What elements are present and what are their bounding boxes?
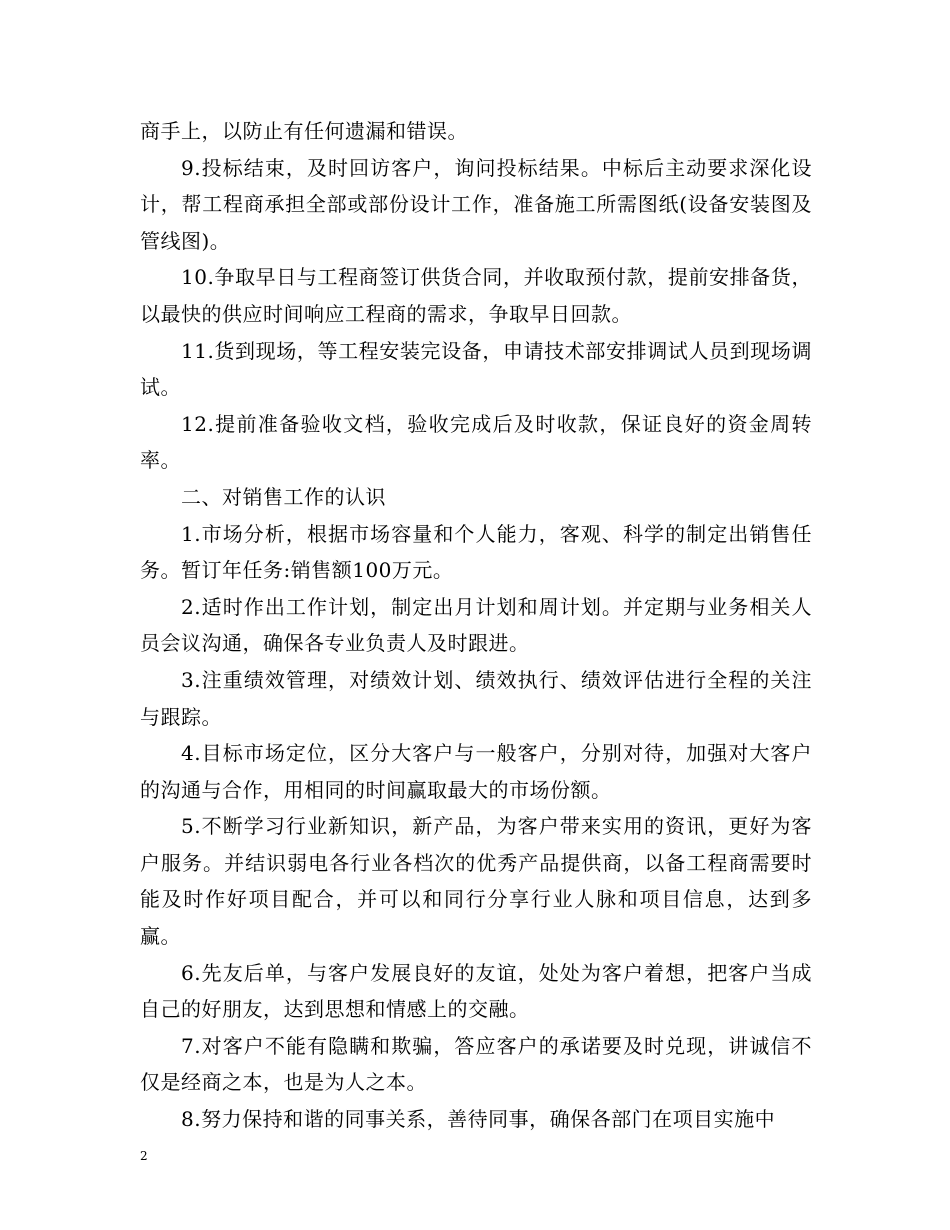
paragraph-item-9: 9.投标结束，及时回访客户，询问投标结果。中标后主动要求深化设计，帮工程商承担全部或部份设计工作，准备施工所需图纸(设备安装图及管线图)。 xyxy=(140,155,812,253)
page-number: 2 xyxy=(140,1149,148,1163)
paragraph-item-11: 11.货到现场，等工程安装完设备，申请技术部安排调试人员到现场调试。 xyxy=(140,338,812,400)
paragraph-item-3: 3.注重绩效管理，对绩效计划、绩效执行、绩效评估进行全程的关注与跟踪。 xyxy=(140,667,812,729)
paragraph-item-6: 6.先友后单，与客户发展良好的友谊，处处为客户着想，把客户当成自己的好朋友，达到思想和情感上的交融。 xyxy=(140,960,812,1022)
paragraph-item-2: 2.适时作出工作计划，制定出月计划和周计划。并定期与业务相关人员会议沟通，确保各专业负责人及时跟进。 xyxy=(140,594,812,656)
paragraph-item-12: 12.提前准备验收文档，验收完成后及时收款，保证良好的资金周转率。 xyxy=(140,411,812,473)
paragraph-item-4: 4.目标市场定位，区分大客户与一般客户，分别对待，加强对大客户的沟通与合作，用相同的时间赢取最大的市场份额。 xyxy=(140,741,812,802)
paragraph-item-7: 7.对客户不能有隐瞒和欺骗，答应客户的承诺要及时兑现，讲诚信不仅是经商之本，也是为人之本。 xyxy=(140,1033,812,1095)
section-heading: 二、对销售工作的认识 xyxy=(181,484,386,509)
document-body xyxy=(140,113,812,1138)
paragraph-item-5: 5.不断学习行业新知识，新产品，为客户带来实用的资讯，更好为客户服务。并结识弱电各行业各档次的优秀产品提供商，以备工程商需要时能及时作好项目配合，并可以和同行分享行业人脉和项目信息，达到多赢。 xyxy=(140,814,812,949)
paragraph-item-8: 8.努力保持和谐的同事关系，善待同事，确保各部门在项目实施中 xyxy=(181,1107,776,1132)
paragraph-continuation: 商手上，以防止有任何遗漏和错误。 xyxy=(140,119,468,143)
paragraph-item-10: 10.争取早日与工程商签订供货合同，并收取预付款，提前安排备货，以最快的供应时间响应工程商的需求，争取早日回款。 xyxy=(140,265,812,326)
paragraph-item-1: 1.市场分析，根据市场容量和个人能力，客观、科学的制定出销售任务。暂订年任务:销售额100万元。 xyxy=(140,521,812,583)
